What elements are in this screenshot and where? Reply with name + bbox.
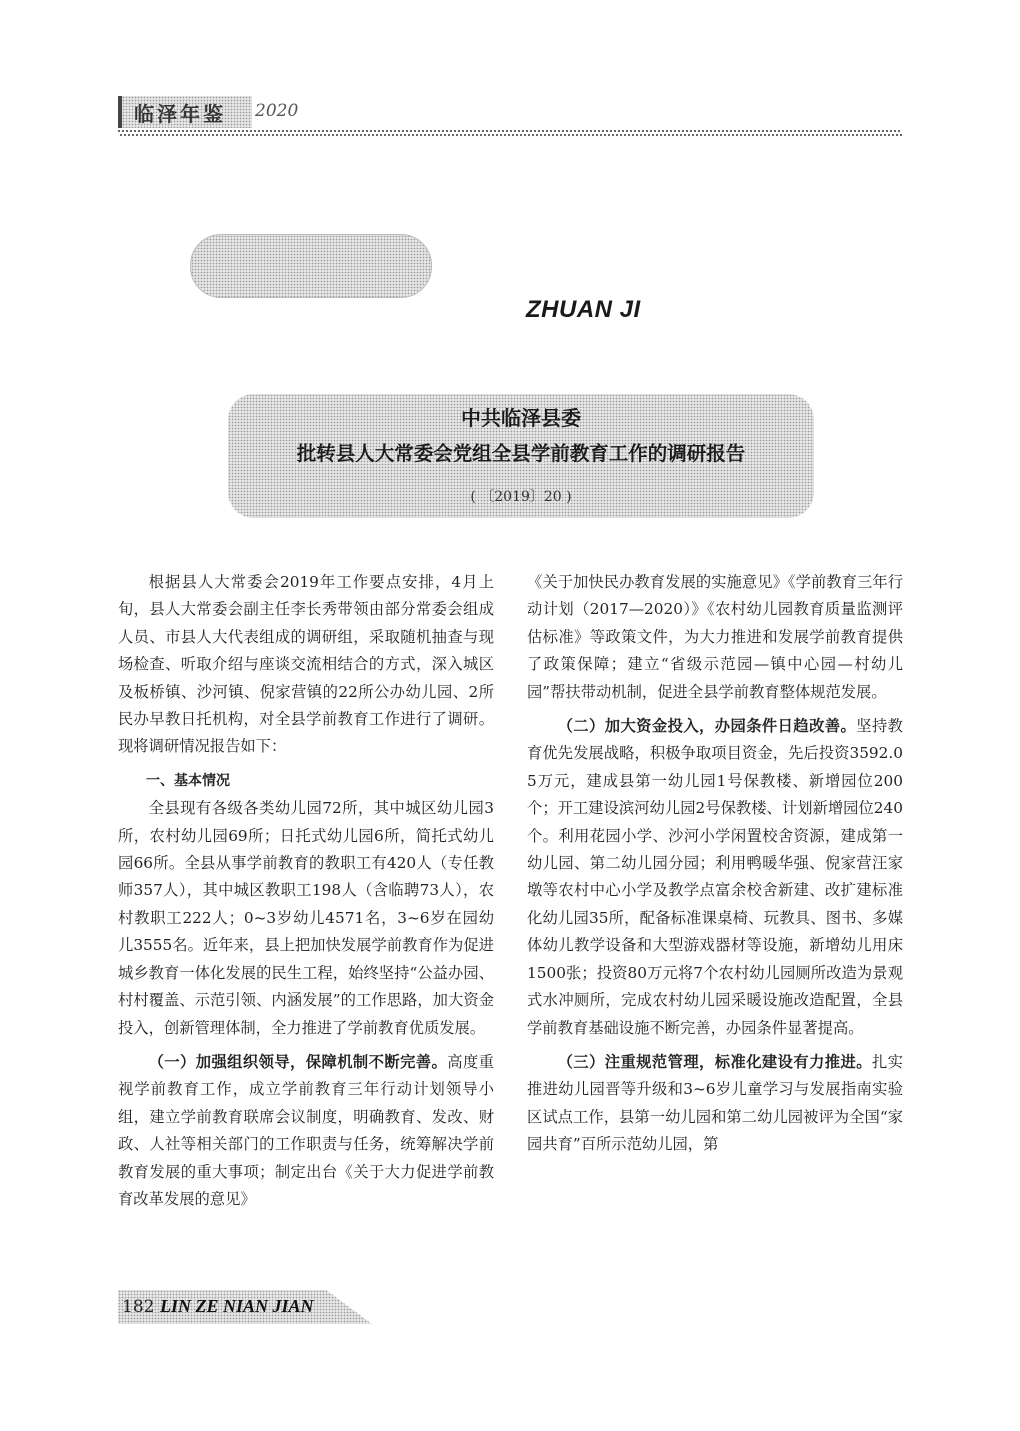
article-title-line1: 中共临泽县委	[461, 406, 581, 430]
paragraph-text: 高度重视学前教育工作，成立学前教育三年行动计划领导小组，建立学前教育联席会议制度，明确教育、发改、财政、人社等相关部门的工作职责与任务，统筹解决学前教育发展的重大事项；制定出台《关于大力促进学前教育改革发展的意见》	[118, 1052, 494, 1208]
page-number: 182	[122, 1297, 155, 1317]
paragraph: 根据县人大常委会2019年工作要点安排，4月上旬，县人大常委会副主任李长秀带领由部分常委会组成人员、市县人大代表组成的调研组，采取随机抽查与现场检查、听取介绍与座谈交流相结合的方式，深入城区及板桥镇、沙河镇、倪家营镇的22所公办幼儿园、2所民办早教日托机构，对全县学前教育工作进行了调研。现将调研情况报告如下：	[118, 573, 494, 756]
paragraph-text: 坚持教育优先发展战略，积极争取项目资金，先后投资3592.05万元，建成县第一幼儿园1号保教楼、新增园位200个；开工建设滨河幼儿园2号保教楼、计划新增园位240个。利用花园小学、沙河小学闲置校舍资源，建成第一幼儿园、第二幼儿园分园；利用鸭暖华强、倪家营汪家墩等农村中心小学及教学点富余校舍新建、改扩建标准化幼儿园35所，配备标准课桌椅、玩教具、图书、多媒体幼儿教学设备和大型游戏器材等设施，新增幼儿用床1500张；投资80万元将7个农村幼儿园厕所改造为景观式水冲厕所，完成农村幼儿园采暖设施改造配置，全县学前教育基础设施不断完善，办园条件显著提高。	[527, 717, 903, 1037]
paragraph	[118, 1049, 494, 1213]
subheading: （一）加强组织领导，保障机制不断完善。	[148, 1052, 448, 1071]
header-rule	[118, 130, 902, 137]
paragraph	[527, 713, 903, 1042]
section-label: ZHUAN JI	[526, 296, 641, 323]
yearbook-year: 2020	[255, 101, 299, 121]
subheading: （二）加大资金投入，办园条件日趋改善。	[557, 717, 857, 736]
footer-title: LIN ZE NIAN JIAN	[160, 1296, 314, 1316]
section-banner	[190, 234, 432, 298]
article-title-line2: 批转县人大常委会党组全县学前教育工作的调研报告	[296, 442, 746, 465]
paragraph: 《关于加快民办教育发展的实施意见》《学前教育三年行动计划（2017—2020）》《农村幼儿园教育质量监测评估标准》等政策文件，为大力推进和发展学前教育提供了政策保障；建立“省级示范园—镇中心园—村幼儿园”帮扶带动机制，促进全县学前教育整体规范发展。	[527, 573, 903, 701]
subheading: （三）注重规范管理，标准化建设有力推进。	[557, 1052, 872, 1071]
paragraph	[527, 1049, 903, 1159]
section-heading: 一、基本情况	[146, 772, 230, 789]
paragraph: 全县现有各级各类幼儿园72所，其中城区幼儿园3所，农村幼儿园69所；日托式幼儿园6所，简托式幼儿园66所。全县从事学前教育的教职工有420人（专任教师357人），其中城区教职工198人（含临聘73人），农村教职工222人；0~3岁幼儿4571名，3~6岁在园幼儿3555名。近年来，县上把加快发展学前教育作为促进城乡教育一体化发展的民生工程，始终坚持“公益办园、村村覆盖、示范引领、内涵发展”的工作思路，加大资金投入，创新管理体制，全力推进了学前教育优质发展。	[118, 799, 494, 1037]
yearbook-title: 临泽年鉴	[134, 102, 226, 126]
right-column	[527, 569, 903, 1159]
left-column	[118, 569, 494, 1213]
document-number: ( 〔2019〕20 )	[470, 489, 572, 505]
paragraph-text: 扎实推进幼儿园晋等升级和3~6岁儿童学习与发展指南实验区试点工作，县第一幼儿园和第二幼儿园被评为全国“家园共育”百所示范幼儿园，第	[527, 1052, 903, 1154]
